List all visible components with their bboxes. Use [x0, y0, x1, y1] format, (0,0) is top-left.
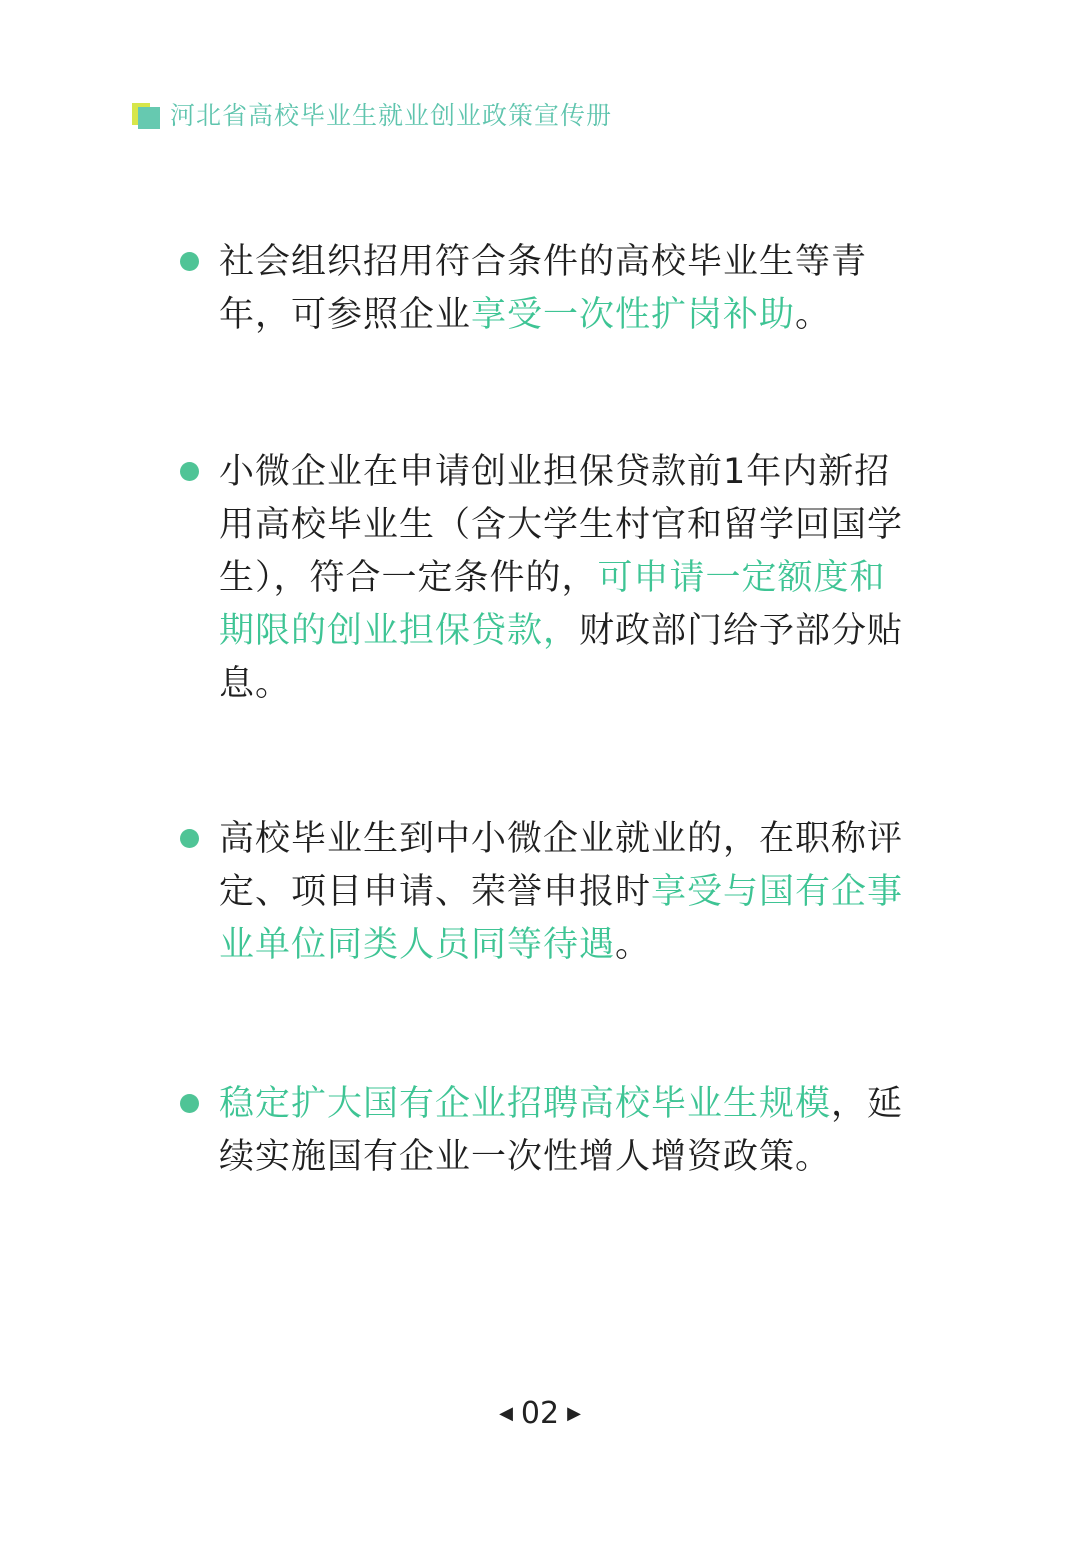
policy-item: [180, 236, 930, 342]
policy-text: [219, 1078, 909, 1184]
policy-item: [180, 813, 930, 972]
text-plain: 社会组织招用符合条件的高校毕业生等青年，可参照企业: [219, 242, 868, 335]
policy-item: [180, 446, 930, 711]
header-title: 河北省高校毕业生就业创业政策宣传册: [170, 101, 613, 130]
text-plain: 高校毕业生到中小微企业就业的，在职称评定、项目申请、荣誉申报时: [219, 819, 904, 912]
bullet-icon: [180, 1094, 199, 1113]
policy-text: [219, 813, 909, 972]
text-highlight: 可申请一定额度和期限的创业担保贷款，: [219, 558, 886, 651]
policy-text: [219, 236, 909, 342]
text-plain: ，延续实施国有企业一次性增人增资政策。: [219, 1084, 904, 1177]
logo-teal-square: [138, 107, 160, 129]
header-logo-mark: [132, 99, 162, 129]
text-highlight: 享受与国有企事业单位同类人员同等待遇: [219, 872, 904, 965]
bullet-icon: [180, 252, 199, 271]
page-number: 02: [520, 1396, 560, 1431]
text-highlight: 稳定扩大国有企业招聘高校毕业生规模: [219, 1084, 832, 1124]
bullet-icon: [180, 462, 199, 481]
text-plain: 小微企业在申请创业担保贷款前1年内新招用高校毕业生（含大学生村官和留学回国学生），符合一定条件的，: [219, 452, 904, 598]
page-header: [132, 94, 612, 134]
page-indicator: [0, 1396, 1080, 1431]
text-highlight: 享受一次性扩岗补助: [471, 295, 796, 335]
text-plain: 。: [795, 295, 832, 335]
triangle-right-icon: ▶: [567, 1403, 581, 1424]
policy-text: [219, 446, 909, 711]
policy-item: [180, 1078, 930, 1184]
bullet-icon: [180, 829, 199, 848]
text-plain: 财政部门给予部分贴息。: [219, 611, 904, 704]
text-plain: 。: [615, 925, 652, 965]
triangle-left-icon: ◀: [499, 1403, 513, 1424]
